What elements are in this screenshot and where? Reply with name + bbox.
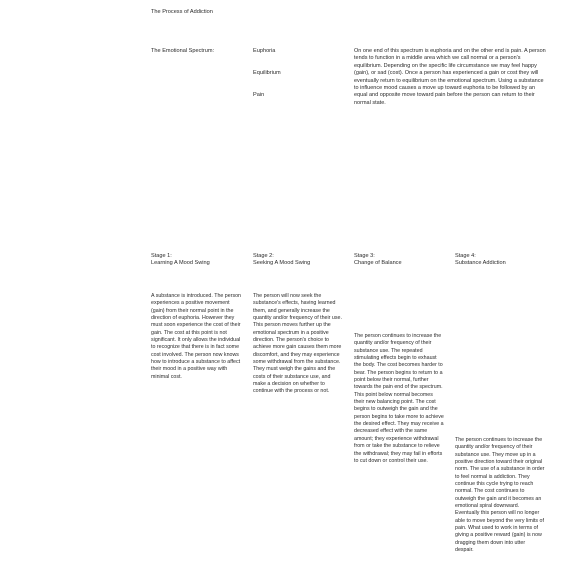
stage-1-number: Stage 1: — [151, 253, 172, 259]
stage-4-name: Substance Addiction — [455, 260, 506, 267]
stage-2-name: Seeking A Mood Swing — [253, 260, 311, 267]
stage-4-body: The person continues to increase the quantity and/or frequency of their substance use. They move up in a positive direction toward their original norm. The use of a substance in order to feel normal is addiction. They continue this cycle trying to reach normal. The cost continues to outweigh the gain and it becomes an emotional spiral downward. Eventually this person will no longer able to move beyond the very limits of pain. What used to work in terms of giving a positive reward (gain) is now dragging them down into utter despair. — [455, 437, 545, 554]
page-title: The Process of Addiction — [151, 9, 213, 15]
stage-3-name: Change of Balance — [354, 260, 402, 267]
stage-2-number: Stage 2: — [253, 253, 274, 259]
stage-2-header — [253, 253, 310, 268]
stage-2-body: The person will now seek the substance's effects, having learned them, and generally increase the quantity and/or frequency of their use. This person moves further up the emotional spectrum in a positive direction. The person's choice to achieve more gain causes them more discomfort, and they may experience some withdrawal from the substance. They must weigh the gains and the costs of their substance use, and make a decision on whether to continue with the process or not. — [253, 293, 342, 395]
stage-4-header — [455, 253, 506, 268]
stage-3-number: Stage 3: — [354, 253, 375, 259]
spectrum-level-pain: Pain — [253, 92, 265, 98]
stage-3-body: The person continues to increase the quantity and/or frequency of their substance use. The repeated stimulating effects begin to exhaust the body. The cost becomes harder to bear. The person begins to return to a point below their normal, further towards the pain end of the spectrum. This point below normal becomes their new balancing point. The cost begins to outweigh the gain and the person begins to take more to achieve the desired effect. They may receive a decreased effect with the same amount; they experience withdrawal from or take the substance to relieve the withdrawal; they may fail in efforts to cut down or control their use. — [354, 333, 444, 464]
spectrum-label: The Emotional Spectrum: — [151, 48, 215, 54]
spectrum-level-euphoria: Euphoria — [253, 48, 276, 54]
stage-1-body: A substance is introduced. The person experiences a positive movement (gain) from their normal point in the direction of euphoria. However they must soon experience the cost of their gain. The cost at this point is not significant. It only allows the individual to recognize that there is in fact some cost involved. The person now knows how to introduce a substance to affect their mood in a positive way with minimal cost. — [151, 293, 242, 380]
spectrum-level-equilibrium: Equilibrium — [253, 70, 281, 76]
stage-4-number: Stage 4: — [455, 253, 476, 259]
stage-1-name: Learning A Mood Swing — [151, 260, 210, 267]
spectrum-description: On one end of this spectrum is euphoria and on the other end is pain. A person tends to function in a middle area which we call normal or a person's equilibrium. Depending on the specific life circumstance we may feel happy (gain), or sad (cost). Once a person has experienced a gain or cost they will eventually return to equilibrium on the emotional spectrum. Using a substance to influence mood causes a move up toward euphoria to be followed by an equal and opposite move toward pain before the person can return to their normal state. — [354, 48, 546, 106]
stage-1-header — [151, 253, 210, 268]
stage-3-header — [354, 253, 402, 268]
